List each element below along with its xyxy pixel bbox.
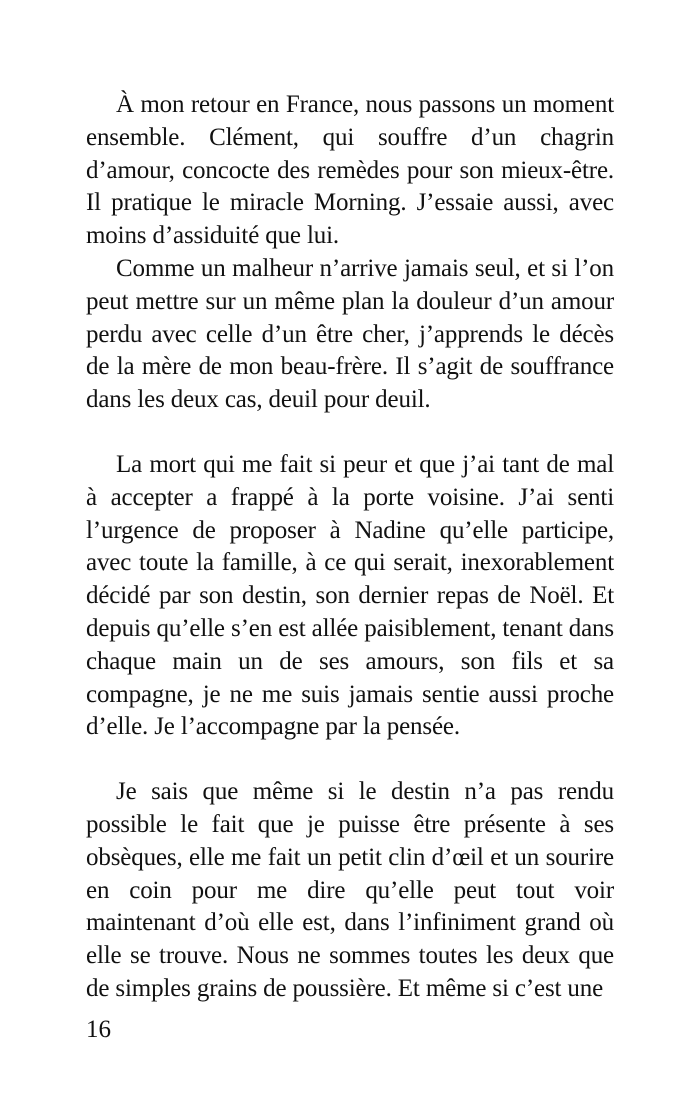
page-number: 16 bbox=[86, 1016, 111, 1043]
page-body bbox=[86, 89, 614, 1006]
paragraph-3: La mort qui me fait si peur et que j’ai tant de mal à accepter a frappé à la porte voisine. J’ai senti l’urgence de proposer à Nadine qu’elle participe, avec toute la famille, à ce qui serait, inexorablement décidé par son destin, son dernier repas de Noël. Et depuis qu’elle s’en est allée paisiblement, tenant dans chaque main un de ses amours, son fils et sa compagne, je ne me suis jamais sentie aussi proche d’elle. Je l’accompagne par la pensée. bbox=[86, 450, 614, 741]
paragraph-spacer bbox=[86, 744, 614, 776]
paragraph-4: Je sais que même si le destin n’a pas rendu possible le fait que je puisse être présente à ses obsèques, elle me fait un petit clin d’œil et un sourire en coin pour me dire qu’elle peut tout voir maintenant d’où elle est, dans l’infiniment grand où elle se trouve. Nous ne sommes toutes les deux que de simples grains de poussière. Et même si c’est une bbox=[86, 778, 614, 1002]
paragraph-1: À mon retour en France, nous passons un moment ensemble. Clément, qui souffre d’un chagrin d’amour, concocte des remèdes pour son mieux-être. Il pratique le miracle Morning. J’essaie aussi, avec moins d’assiduité que lui. bbox=[86, 91, 614, 250]
paragraph-spacer bbox=[86, 417, 614, 449]
paragraph-2: Comme un malheur n’arrive jamais seul, et si l’on peut mettre sur un même plan la douleur d’un amour perdu avec celle d’un être cher, j’apprends le décès de la mère de mon beau-frère. Il s’agit de souffrance dans les deux cas, deuil pour deuil. bbox=[86, 254, 614, 414]
